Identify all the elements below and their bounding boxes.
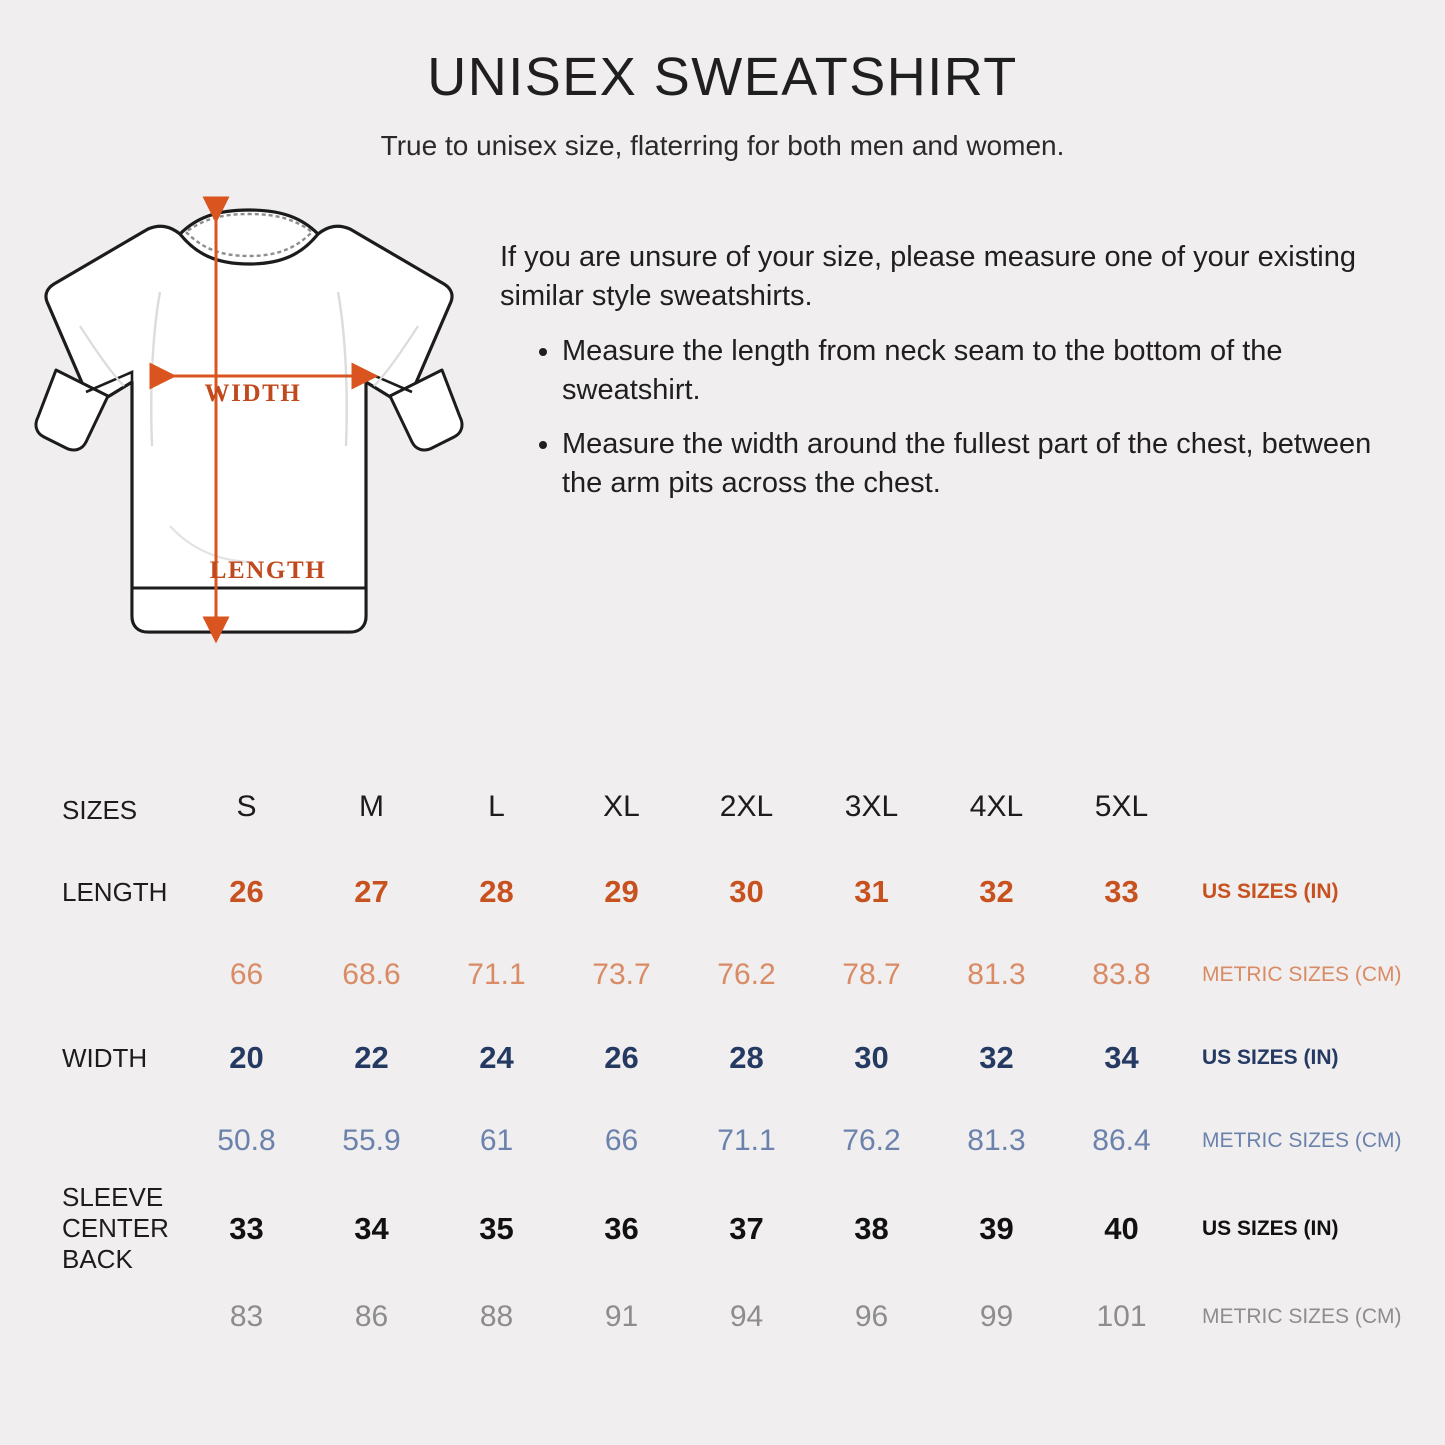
- size-header-xl: XL: [603, 790, 640, 823]
- row-label-width: WIDTH: [62, 1042, 148, 1073]
- cell-width-in-2xl: 28: [729, 1040, 764, 1075]
- cell-width-in-s: 20: [229, 1040, 264, 1075]
- table-row: [34, 1276, 1445, 1358]
- row-label-length-metric: [34, 934, 184, 1016]
- table-header-row: [34, 770, 1445, 850]
- sizes-header: SIZES: [62, 794, 138, 825]
- length-label: LENGTH: [209, 557, 327, 584]
- list-item: • Measure the length from neck seam to the bottom of the sweatshirt.: [562, 332, 1401, 410]
- row-label-sleeve-line1: SLEEVE: [62, 1182, 164, 1212]
- page-title: UNISEX SWEATSHIRT: [427, 47, 1018, 107]
- cell-length-in-xl: 29: [604, 874, 639, 909]
- cell-length-cm-4xl: 81.3: [967, 958, 1026, 991]
- top-section: [0, 190, 1445, 671]
- cell-sleeve-in-5xl: 40: [1104, 1210, 1139, 1246]
- table-row: [34, 1100, 1445, 1182]
- unit-label-us-length: US SIZES (IN): [1202, 880, 1339, 903]
- size-header-2xl: 2XL: [719, 790, 774, 823]
- cell-sleeve-cm-2xl: 94: [729, 1299, 764, 1333]
- instructions-intro: If you are unsure of your size, please measure one of your existing similar style sweatshirts.: [500, 241, 1356, 313]
- sweatshirt-diagram-icon: [20, 196, 520, 666]
- cell-width-in-5xl: 34: [1104, 1040, 1139, 1075]
- cell-length-in-5xl: 33: [1104, 874, 1139, 909]
- cell-length-cm-xl: 73.7: [592, 958, 651, 991]
- cell-sleeve-in-s: 33: [229, 1210, 264, 1246]
- cell-width-cm-4xl: 81.3: [967, 1124, 1026, 1157]
- cell-length-in-3xl: 31: [854, 874, 889, 909]
- row-label-width-metric: [34, 1100, 184, 1182]
- cell-sleeve-cm-3xl: 96: [854, 1299, 889, 1333]
- size-header-5xl: 5XL: [1094, 790, 1149, 823]
- list-item: • Measure the width around the fullest part of the chest, between the arm pits across the chest.: [562, 425, 1401, 503]
- cell-sleeve-in-4xl: 39: [979, 1210, 1014, 1246]
- sweatshirt-illustration: [0, 190, 500, 671]
- row-label-sleeve: [34, 1182, 184, 1276]
- table-row: [34, 850, 1445, 934]
- cell-length-cm-2xl: 76.2: [717, 958, 776, 991]
- size-header-s: S: [236, 790, 257, 823]
- cell-length-cm-s: 66: [229, 958, 264, 991]
- instructions-list: [500, 332, 1401, 503]
- size-table-wrap: [0, 770, 1445, 1358]
- width-label: WIDTH: [204, 380, 302, 407]
- size-header-l: L: [488, 790, 505, 823]
- row-label-sleeve-line3: BACK: [62, 1244, 133, 1275]
- cell-width-cm-l: 61: [479, 1124, 514, 1157]
- cell-sleeve-in-m: 34: [354, 1210, 389, 1246]
- size-header-m: M: [359, 790, 384, 823]
- cell-sleeve-cm-l: 88: [479, 1299, 514, 1333]
- cell-width-cm-5xl: 86.4: [1092, 1124, 1151, 1157]
- unit-label-metric-sleeve: METRIC SIZES (CM): [1202, 1304, 1402, 1328]
- cell-sleeve-cm-m: 86: [354, 1299, 389, 1333]
- cell-width-in-xl: 26: [604, 1040, 639, 1075]
- cell-length-cm-m: 68.6: [342, 958, 401, 991]
- instructions-block: [500, 190, 1445, 517]
- cell-width-in-4xl: 32: [979, 1040, 1014, 1075]
- row-label-length: LENGTH: [62, 876, 168, 907]
- table-row: [34, 1182, 1445, 1276]
- row-label-sleeve-metric: [34, 1276, 184, 1358]
- table-row: [34, 934, 1445, 1016]
- cell-sleeve-cm-xl: 91: [604, 1299, 639, 1333]
- cell-length-in-4xl: 32: [979, 874, 1014, 909]
- page-subtitle: True to unisex size, flaterring for both men and women.: [380, 130, 1065, 161]
- size-header-4xl: 4XL: [969, 790, 1024, 823]
- size-header-3xl: 3XL: [844, 790, 899, 823]
- cell-sleeve-in-3xl: 38: [854, 1210, 889, 1246]
- cell-sleeve-cm-5xl: 101: [1096, 1299, 1147, 1333]
- cell-sleeve-cm-s: 83: [229, 1299, 264, 1333]
- cell-width-cm-s: 50.8: [217, 1124, 276, 1157]
- cell-length-cm-l: 71.1: [467, 958, 526, 991]
- cell-width-in-l: 24: [479, 1040, 514, 1075]
- unit-label-metric-length: METRIC SIZES (CM): [1202, 963, 1402, 986]
- cell-length-in-s: 26: [229, 874, 264, 909]
- cell-width-cm-m: 55.9: [342, 1124, 401, 1157]
- cell-width-cm-3xl: 76.2: [842, 1124, 901, 1157]
- table-row: [34, 1016, 1445, 1100]
- cell-width-cm-xl: 66: [604, 1124, 639, 1157]
- cell-length-cm-5xl: 83.8: [1092, 958, 1151, 991]
- cell-width-cm-2xl: 71.1: [717, 1124, 776, 1157]
- unit-label-metric-width: METRIC SIZES (CM): [1202, 1129, 1402, 1152]
- size-table: [34, 770, 1445, 1358]
- cell-sleeve-in-l: 35: [479, 1210, 514, 1246]
- cell-sleeve-cm-4xl: 99: [979, 1299, 1014, 1333]
- cell-sleeve-in-2xl: 37: [729, 1210, 764, 1246]
- cell-length-cm-3xl: 78.7: [842, 958, 901, 991]
- cell-sleeve-in-xl: 36: [604, 1210, 639, 1246]
- row-label-sleeve-line2: CENTER: [62, 1213, 169, 1244]
- unit-label-us-sleeve: US SIZES (IN): [1202, 1216, 1339, 1240]
- header-unit-spacer: [1184, 770, 1445, 850]
- unit-label-us-width: US SIZES (IN): [1202, 1046, 1339, 1069]
- cell-length-in-2xl: 30: [729, 874, 764, 909]
- cell-length-in-m: 27: [354, 874, 389, 909]
- cell-width-in-m: 22: [354, 1040, 389, 1075]
- cell-width-in-3xl: 30: [854, 1040, 889, 1075]
- cell-length-in-l: 28: [479, 874, 514, 909]
